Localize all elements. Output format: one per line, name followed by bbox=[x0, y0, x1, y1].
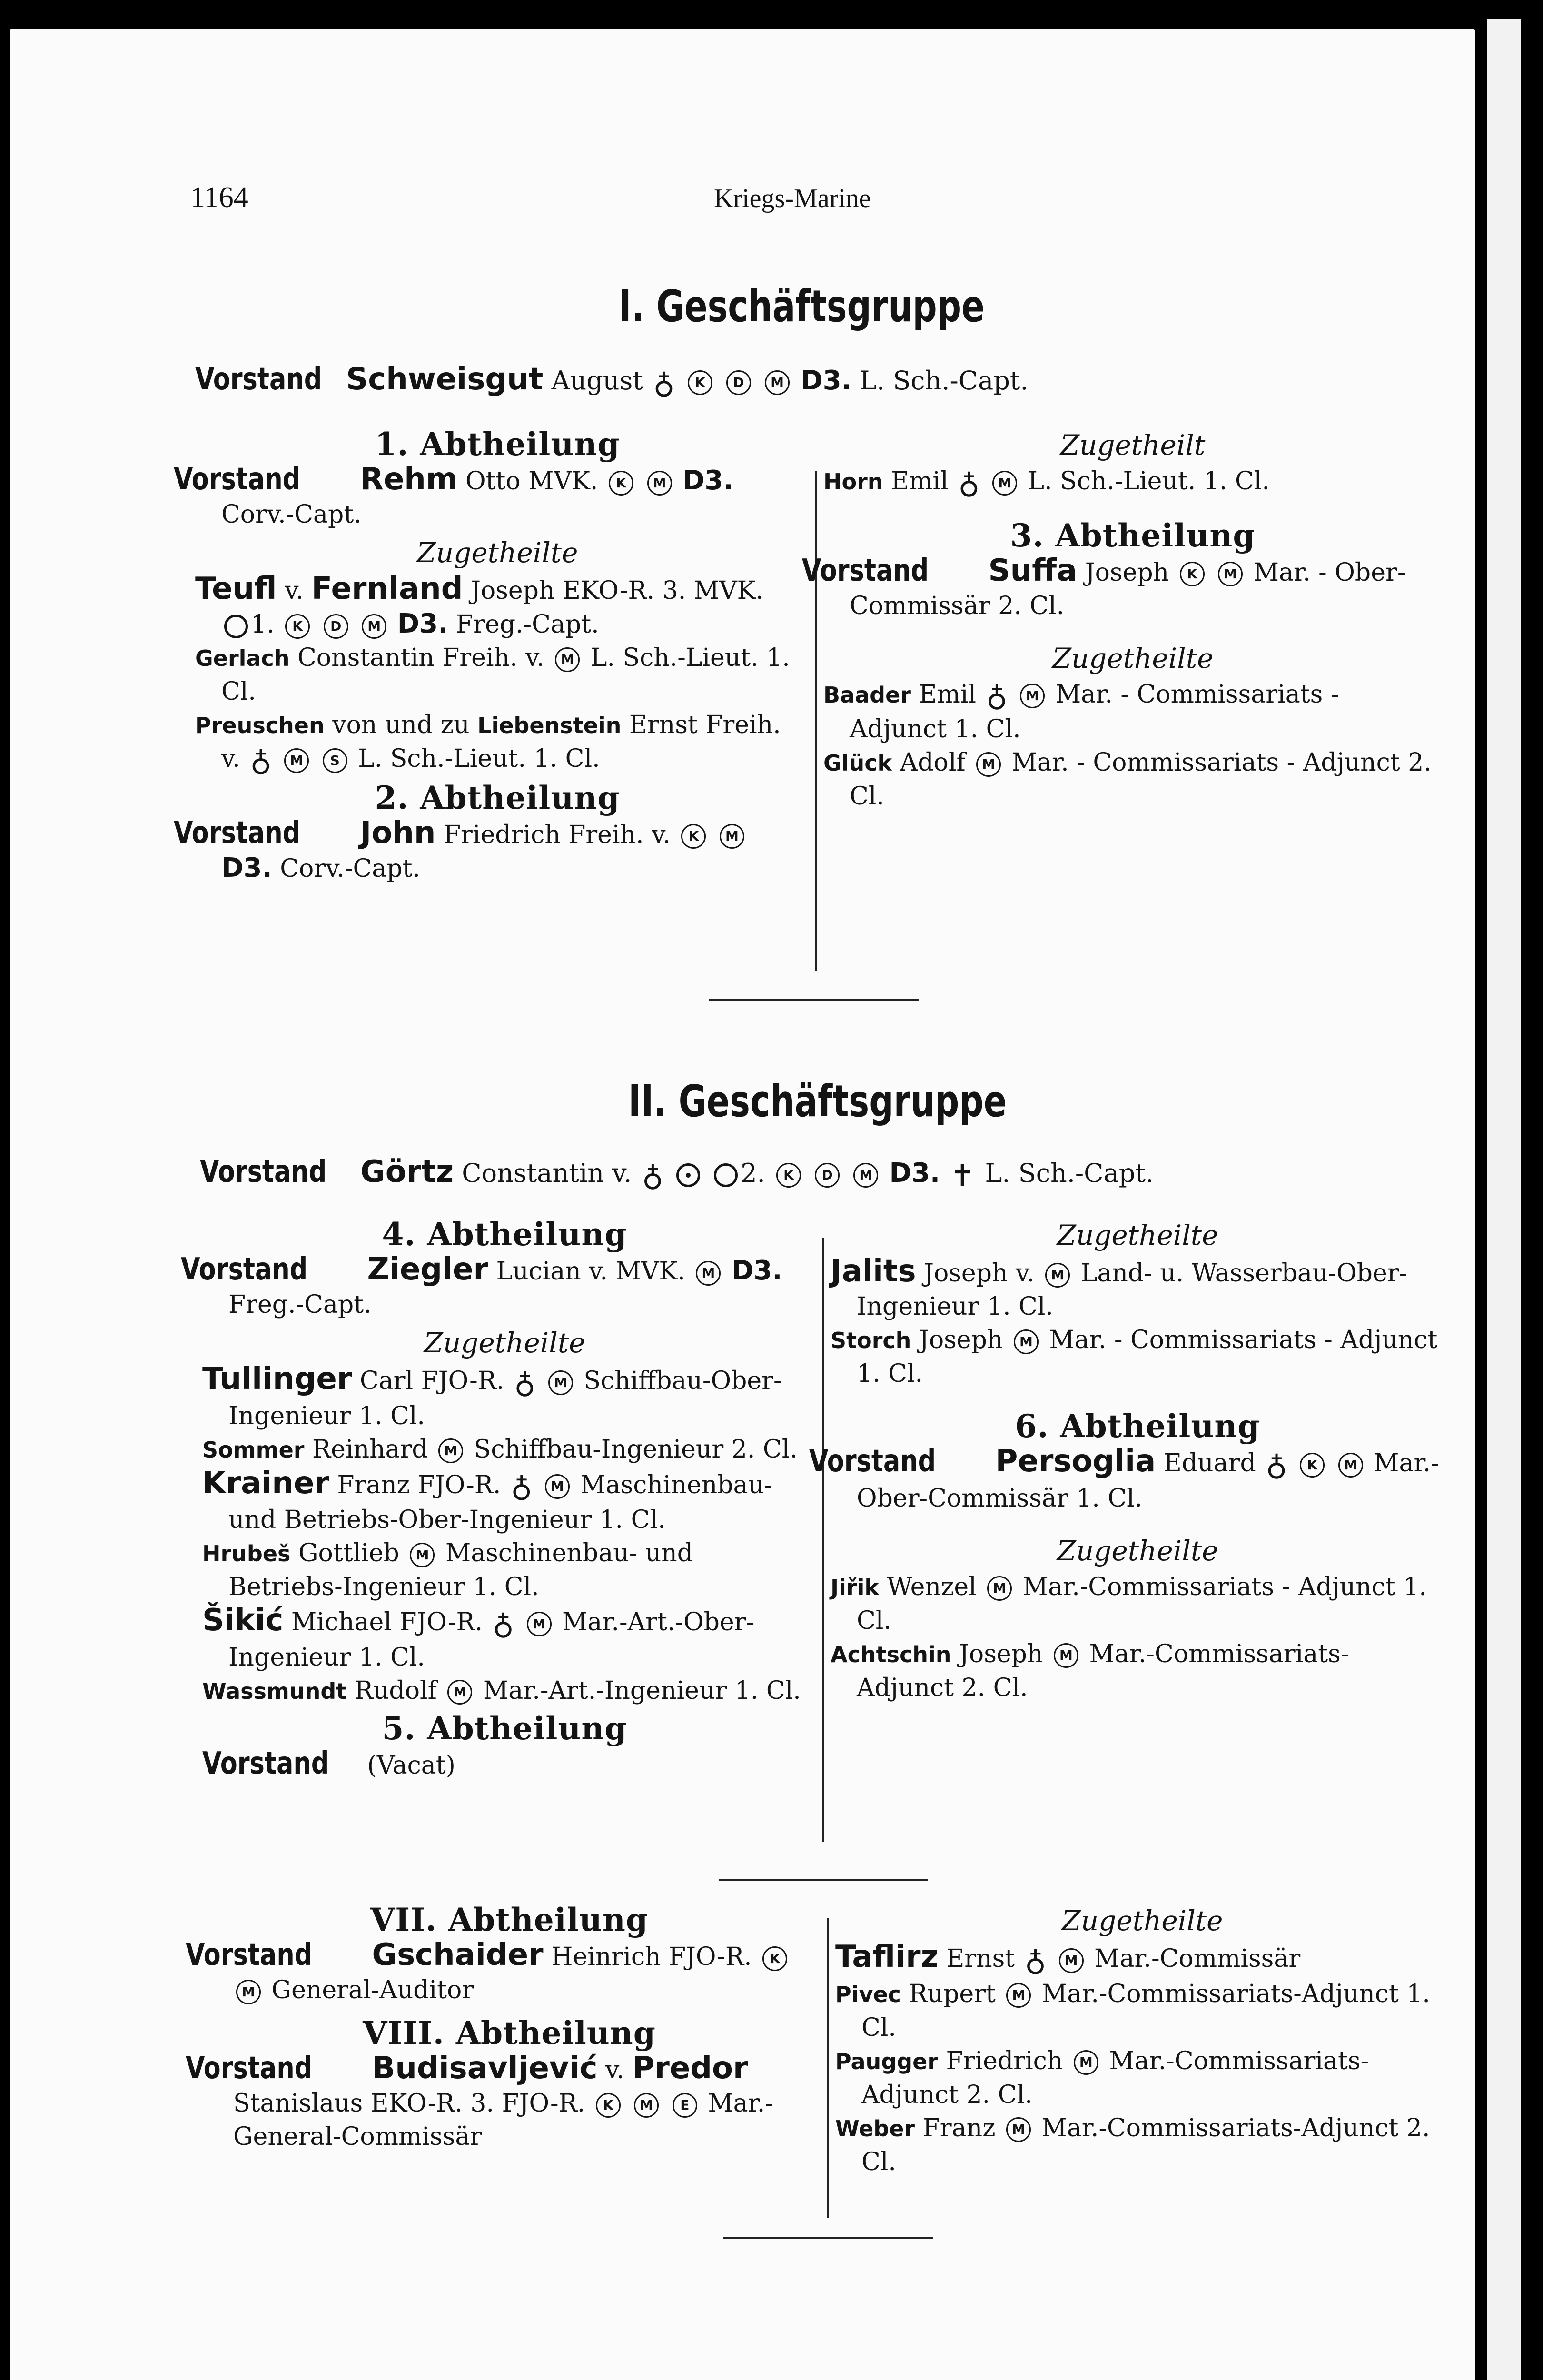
person-text: Carl FJO-R. bbox=[359, 1367, 504, 1395]
section-heading: 5. Abtheilung bbox=[382, 1709, 627, 1747]
entry bbox=[195, 708, 800, 777]
page-number: 1164 bbox=[190, 181, 248, 214]
person-rank: Maschinenbau- und Betriebs-Ingenieur 1. Cl. bbox=[228, 1539, 693, 1601]
zugetheilte-heading: Zugetheilte bbox=[1057, 1534, 1218, 1567]
person-rank: Mar.-Art.-Ober-Ingenieur 1. Cl. bbox=[228, 1608, 755, 1672]
person-name: Horn bbox=[823, 469, 883, 495]
section-rule bbox=[719, 1879, 928, 1881]
person-name: Šikić bbox=[202, 1603, 284, 1638]
abt4-vorstand bbox=[180, 1252, 807, 1321]
m-medal-icon: M bbox=[1059, 1948, 1084, 1973]
order-cross-icon: ♁ bbox=[958, 465, 980, 500]
entry bbox=[831, 1323, 1444, 1390]
m-medal-icon: M bbox=[527, 1612, 552, 1636]
abt8-vorstand bbox=[185, 2051, 811, 2153]
person-name: Gerlach bbox=[195, 645, 290, 671]
d-medal-icon: D bbox=[815, 1163, 840, 1188]
person-rank: Mar. - Commissariats - Adjunct 1. Cl. bbox=[857, 1326, 1438, 1388]
person-name: Persoglia bbox=[995, 1444, 1156, 1479]
person-rank: L. Sch.-Lieut. 1. Cl. bbox=[358, 744, 600, 773]
person-name: Weber bbox=[835, 2115, 915, 2142]
decoration-code: D3. bbox=[682, 465, 733, 496]
k-medal-icon: K bbox=[609, 471, 633, 496]
zugetheilte-heading: Zugetheilte bbox=[1057, 1219, 1218, 1251]
person-text: Joseph EKO-R. 3. MVK. bbox=[471, 576, 764, 605]
abt5-vorstand bbox=[202, 1747, 807, 1782]
person-text: Joseph bbox=[959, 1639, 1043, 1668]
order-cross-icon: ♁ bbox=[653, 365, 675, 400]
column-divider bbox=[827, 1918, 829, 2218]
entry bbox=[202, 1604, 807, 1674]
vorstand-label: Vorstand bbox=[173, 462, 301, 497]
m-medal-icon: M bbox=[1045, 1263, 1070, 1288]
person-rank: L. Sch.-Lieut. 1. Cl. bbox=[1028, 467, 1270, 496]
person-text: Friedrich Freih. v. bbox=[443, 820, 671, 849]
entry bbox=[831, 1255, 1444, 1323]
person-text: Heinrich FJO-R. bbox=[551, 1943, 752, 1971]
person-rank: Mar.-Art.-Ingenieur 1. Cl. bbox=[483, 1676, 801, 1705]
m-medal-icon: M bbox=[720, 824, 744, 849]
person-rank: Mar.-Commissariats-Adjunct 1. Cl. bbox=[861, 1979, 1430, 2042]
group-1-vorstand bbox=[195, 362, 1029, 400]
m-medal-icon: M bbox=[410, 1543, 435, 1567]
abt1-vorstand bbox=[173, 462, 800, 531]
person-text: Ernst bbox=[946, 1944, 1015, 1973]
m-medal-icon: M bbox=[447, 1680, 472, 1705]
zugetheilte-heading: Zugetheilte bbox=[416, 536, 578, 569]
e-medal-icon: E bbox=[673, 2093, 697, 2118]
entry bbox=[195, 572, 800, 641]
person-text: Emil bbox=[891, 467, 949, 496]
section-rule bbox=[709, 999, 919, 1001]
vacat-text: (Vacat) bbox=[367, 1751, 455, 1780]
person-rank: Freg.-Capt. bbox=[456, 610, 599, 639]
k-medal-icon: K bbox=[762, 1946, 787, 1971]
person-text: Constantin Freih. v. bbox=[297, 644, 544, 672]
entry bbox=[202, 1362, 807, 1433]
person-rank: Mar.-Commissariats - Adjunct 1. Cl. bbox=[857, 1572, 1427, 1635]
person-name-2: Fernland bbox=[311, 571, 463, 606]
person-name: Glück bbox=[823, 750, 892, 776]
person-rank: L. Sch.-Lieut. 1. Cl. bbox=[221, 644, 790, 706]
person-rank: Mar. - Commissariats - Adjunct 1. Cl. bbox=[850, 680, 1339, 744]
person-rank: L. Sch.-Capt. bbox=[860, 366, 1029, 396]
m-medal-icon: M bbox=[438, 1438, 463, 1463]
section-heading: 3. Abtheilung bbox=[1010, 516, 1256, 554]
order-cross-icon: ♁ bbox=[986, 678, 1008, 713]
person-text: Joseph bbox=[1085, 558, 1169, 587]
entry bbox=[202, 1433, 807, 1467]
s-medal-icon: S bbox=[323, 748, 347, 773]
section-heading: VII. Abtheilung bbox=[370, 1901, 648, 1938]
entry bbox=[823, 678, 1442, 746]
person-rank: Freg.-Capt. bbox=[228, 1290, 372, 1319]
person-rank: Mar.-General-Commissär bbox=[233, 2089, 773, 2151]
person-name: Budisavljević bbox=[372, 2051, 598, 2086]
group-1-heading: I. Geschäftsgruppe bbox=[619, 281, 985, 332]
m-medal-icon: M bbox=[987, 1576, 1012, 1601]
person-name: Tullinger bbox=[202, 1361, 352, 1397]
entry bbox=[835, 2112, 1449, 2179]
person-text: Adolf bbox=[900, 748, 966, 777]
person-name: Pivec bbox=[835, 1981, 901, 2007]
vorstand-label: Vorstand bbox=[185, 2051, 313, 2086]
order-cross-icon: ♁ bbox=[1266, 1447, 1287, 1482]
person-rank: Land- u. Wasserbau-Ober-Ingenieur 1. Cl. bbox=[857, 1259, 1408, 1321]
entry bbox=[195, 641, 800, 708]
d-medal-icon: D bbox=[726, 370, 751, 395]
m-medal-icon: M bbox=[236, 1980, 261, 2004]
class-number: 1. bbox=[251, 610, 275, 639]
person-name: Wassmundt bbox=[202, 1678, 347, 1704]
person-name: Ziegler bbox=[367, 1252, 488, 1287]
d-medal-icon: D bbox=[324, 614, 348, 639]
person-first-name: Constantin v. bbox=[462, 1158, 632, 1188]
person-first-name: August bbox=[551, 366, 643, 396]
person-text: Otto MVK. bbox=[465, 467, 598, 496]
person-name: Paugger bbox=[835, 2048, 939, 2074]
person-rank: Mar. - Ober-Commissär 2. Cl. bbox=[850, 558, 1406, 620]
person-name: Achtschin bbox=[831, 1641, 951, 1667]
person-name: Baader bbox=[823, 682, 911, 708]
vorstand-label: Vorstand bbox=[801, 553, 929, 588]
person-rank: Maschinenbau- und Betriebs-Ober-Ingenieur 1. Cl. bbox=[228, 1470, 772, 1534]
group-2-vorstand bbox=[200, 1154, 1154, 1193]
entry bbox=[202, 1674, 807, 1708]
person-name: Jiřik bbox=[831, 1574, 879, 1600]
person-name: Schweisgut bbox=[346, 362, 544, 397]
cross-icon: ✝ bbox=[950, 1158, 975, 1193]
person-rank: L. Sch.-Capt. bbox=[985, 1158, 1154, 1188]
k-medal-icon: K bbox=[596, 2093, 621, 2118]
person-text: Michael FJO-R. bbox=[291, 1608, 483, 1636]
section-heading: VIII. Abtheilung bbox=[363, 2014, 656, 2052]
decoration-code: D3. bbox=[889, 1158, 940, 1189]
person-name: John bbox=[360, 815, 436, 851]
person-name: Taflirz bbox=[835, 1939, 939, 1974]
vorstand-label: Vorstand bbox=[195, 362, 322, 397]
group-2-heading: II. Geschäftsgruppe bbox=[628, 1076, 1007, 1127]
m-medal-icon: M bbox=[1338, 1453, 1363, 1478]
person-name: Rehm bbox=[360, 462, 458, 497]
m-medal-icon: M bbox=[284, 748, 309, 773]
m-medal-icon: M bbox=[545, 1474, 570, 1499]
order-cross-icon: ♁ bbox=[1024, 1943, 1047, 1978]
entry bbox=[202, 1467, 807, 1537]
m-medal-icon: M bbox=[548, 1370, 573, 1395]
group-2-right-column bbox=[809, 1214, 1444, 1705]
ring-medal-icon bbox=[714, 1163, 738, 1187]
name-particle: von und zu bbox=[332, 711, 470, 739]
m-medal-icon: M bbox=[853, 1163, 878, 1188]
m-medal-icon: M bbox=[1014, 1329, 1039, 1354]
person-rank: Mar. - Commissariats - Adjunct 2. Cl. bbox=[850, 748, 1432, 811]
vorstand-label: Vorstand bbox=[200, 1154, 327, 1190]
vorstand-label: Vorstand bbox=[202, 1745, 329, 1781]
person-name: Storch bbox=[831, 1328, 911, 1353]
person-text: Stanislaus EKO-R. 3. FJO-R. bbox=[233, 2089, 585, 2118]
person-text: Franz bbox=[922, 2113, 996, 2142]
group-3-left-column bbox=[185, 1899, 811, 2153]
m-medal-icon: M bbox=[555, 647, 580, 672]
vorstand-label: Vorstand bbox=[809, 1444, 936, 1479]
name-particle: v. bbox=[285, 576, 304, 605]
person-rank: Mar.-Ober-Commissär 1. Cl. bbox=[857, 1449, 1439, 1513]
section-heading: 4. Abtheilung bbox=[382, 1216, 627, 1253]
decoration-code: D3. bbox=[221, 852, 272, 883]
person-name-2: Predor bbox=[632, 2051, 748, 2086]
order-cross-icon: ♁ bbox=[642, 1158, 663, 1193]
column-divider bbox=[822, 1238, 824, 1842]
person-text: Gottlieb bbox=[298, 1539, 399, 1567]
decoration-code: D3. bbox=[801, 365, 851, 396]
section-rule bbox=[723, 2237, 933, 2239]
person-text: Ernst Freih. v. bbox=[221, 711, 781, 773]
k-medal-icon: K bbox=[285, 614, 310, 639]
person-text: Franz FJO-R. bbox=[337, 1470, 501, 1499]
person-rank: Schiffbau-Ingenieur 2. Cl. bbox=[474, 1435, 798, 1464]
person-rank: Mar.-Commissär bbox=[1094, 1944, 1301, 1973]
entry bbox=[831, 1570, 1444, 1637]
vorstand-label: Vorstand bbox=[185, 1937, 313, 1973]
person-text: Joseph bbox=[919, 1326, 1003, 1354]
ring-medal-icon bbox=[224, 615, 248, 638]
order-cross-icon: ♁ bbox=[250, 743, 272, 778]
entry bbox=[831, 1637, 1444, 1705]
k-medal-icon: K bbox=[1300, 1453, 1325, 1478]
group-2-left-column bbox=[180, 1214, 807, 1782]
person-name: Jalits bbox=[831, 1254, 916, 1289]
zugetheilte-heading: Zugetheilte bbox=[424, 1327, 585, 1359]
m-medal-icon: M bbox=[634, 2093, 659, 2118]
person-name: Krainer bbox=[202, 1465, 329, 1501]
entry bbox=[835, 1940, 1449, 1977]
person-text: Rudolf bbox=[354, 1676, 437, 1705]
person-text: Eduard bbox=[1163, 1449, 1256, 1478]
person-rank: Mar.-Commissariats-Adjunct 2. Cl. bbox=[861, 2046, 1369, 2109]
class-number: 2. bbox=[741, 1158, 765, 1188]
person-text: Rupert bbox=[909, 1979, 996, 2008]
person-text: Wenzel bbox=[887, 1572, 977, 1601]
order-cross-icon: ♁ bbox=[514, 1365, 536, 1400]
entry bbox=[823, 746, 1442, 813]
m-medal-icon: M bbox=[992, 471, 1017, 496]
person-rank: Corv.-Capt. bbox=[280, 854, 421, 883]
order-cross-icon: ♁ bbox=[510, 1469, 533, 1504]
person-text: Friedrich bbox=[946, 2046, 1063, 2075]
person-text: Emil bbox=[919, 680, 977, 709]
entry bbox=[835, 2044, 1449, 2112]
m-medal-icon: M bbox=[1054, 1643, 1078, 1668]
person-rank: Corv.-Capt. bbox=[221, 500, 362, 529]
person-rank: Schiffbau-Ober-Ingenieur 1. Cl. bbox=[228, 1367, 782, 1430]
person-text: Lucian v. MVK. bbox=[496, 1257, 685, 1286]
m-medal-icon: M bbox=[1020, 684, 1045, 708]
m-medal-icon: M bbox=[1006, 1983, 1031, 2008]
k-medal-icon: K bbox=[681, 824, 706, 849]
person-text: Reinhard bbox=[312, 1435, 428, 1464]
group-1-right-column bbox=[801, 424, 1442, 813]
group-3-right-column bbox=[835, 1899, 1449, 2179]
person-name: Preuschen bbox=[195, 713, 325, 738]
zugetheilte-heading: Zugetheilte bbox=[1061, 1904, 1223, 1937]
abt6-vorstand bbox=[809, 1444, 1444, 1515]
k-medal-icon: K bbox=[776, 1163, 801, 1188]
vorstand-label: Vorstand bbox=[173, 815, 301, 851]
vorstand-label: Vorstand bbox=[180, 1252, 308, 1287]
zugetheilte-heading: Zugetheilte bbox=[1052, 642, 1214, 674]
person-rank: General-Auditor bbox=[271, 1976, 474, 2004]
m-medal-icon: M bbox=[362, 614, 386, 639]
entry bbox=[823, 465, 1442, 500]
section-heading: 6. Abtheilung bbox=[1015, 1408, 1260, 1445]
entry bbox=[835, 1977, 1449, 2044]
m-medal-icon: M bbox=[1074, 2050, 1098, 2075]
person-name: Hrubeš bbox=[202, 1541, 291, 1567]
name-particle: v. bbox=[605, 2056, 624, 2084]
m-medal-icon: M bbox=[647, 471, 672, 496]
person-text: Joseph v. bbox=[924, 1259, 1035, 1288]
abt2-vorstand bbox=[173, 815, 800, 885]
k-medal-icon: K bbox=[688, 370, 712, 395]
dotted-ring-medal-icon bbox=[676, 1163, 700, 1187]
abt7-vorstand bbox=[185, 1937, 811, 2007]
m-medal-icon: M bbox=[1006, 2117, 1031, 2142]
running-title: Kriegs-Marine bbox=[714, 184, 871, 213]
person-rank: Mar.-Commissariats-Adjunct 2. Cl. bbox=[857, 1639, 1349, 1702]
person-name: Görtz bbox=[360, 1154, 454, 1190]
person-name: Sommer bbox=[202, 1437, 305, 1463]
person-name: Teufl bbox=[195, 571, 277, 606]
decoration-code: D3. bbox=[731, 1255, 782, 1286]
person-rank: Mar.-Commissariats-Adjunct 2. Cl. bbox=[861, 2113, 1430, 2176]
entry bbox=[202, 1537, 807, 1604]
order-cross-icon: ♁ bbox=[492, 1606, 514, 1641]
m-medal-icon: M bbox=[696, 1261, 721, 1286]
m-medal-icon: M bbox=[1218, 562, 1243, 586]
m-medal-icon: M bbox=[765, 370, 790, 395]
section-heading: 2. Abtheilung bbox=[375, 779, 620, 816]
group-1-left-column bbox=[173, 424, 800, 885]
decoration-code: D3. bbox=[397, 608, 448, 639]
person-name: Suffa bbox=[988, 553, 1078, 588]
abt3-vorstand bbox=[801, 553, 1442, 623]
m-medal-icon: M bbox=[976, 752, 1001, 777]
zugetheilt-heading: Zugetheilt bbox=[1060, 429, 1206, 461]
k-medal-icon: K bbox=[1180, 562, 1205, 586]
person-name-2: Liebenstein bbox=[477, 713, 622, 738]
section-heading: 1. Abtheilung bbox=[375, 426, 620, 463]
person-name: Gschaider bbox=[372, 1937, 544, 1973]
column-divider bbox=[815, 471, 817, 971]
